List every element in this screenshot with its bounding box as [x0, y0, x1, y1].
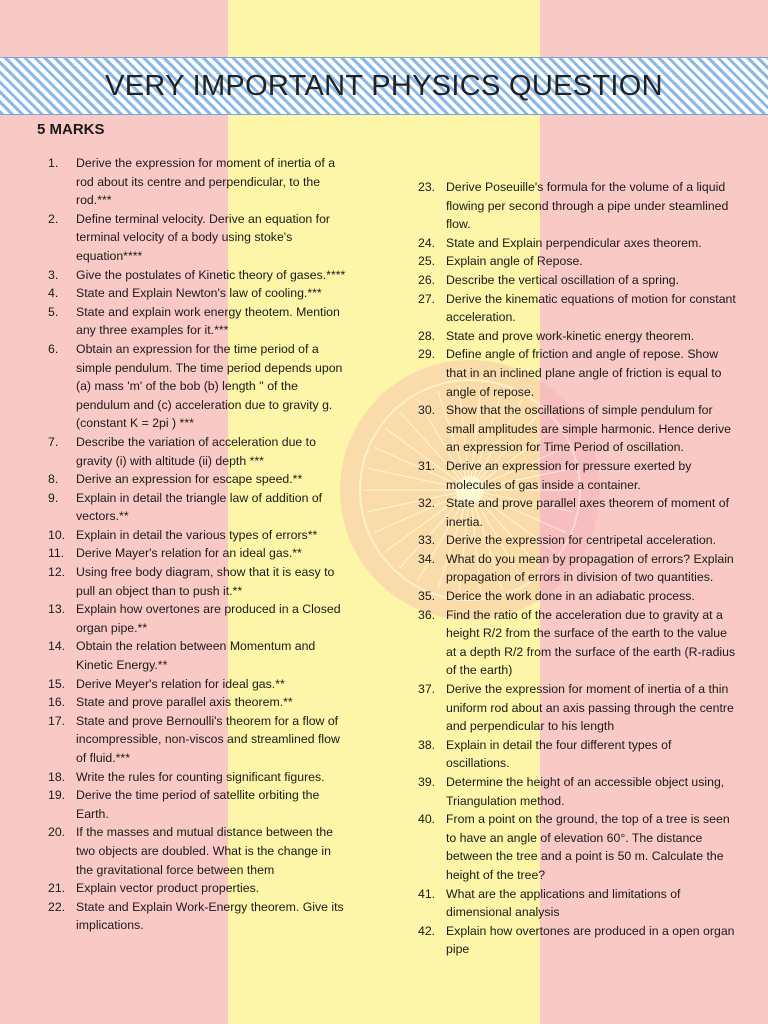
question-number: 34. [418, 551, 436, 566]
question-text: Obtain the relation between Momentum and Kinetic Energy.** [76, 639, 316, 673]
question-item [48, 675, 348, 694]
question-number: 4. [48, 286, 59, 301]
question-item [418, 457, 738, 494]
question-number: 37. [418, 682, 436, 697]
question-item [418, 606, 738, 680]
question-text: Derice the work done in an adiabatic process. [446, 589, 695, 604]
question-text: If the masses and mutual distance between the two objects are doubled. What is the change in the gravitational force between them [76, 825, 334, 877]
question-text: Derive the expression for moment of inertia of a thin uniform rod about an axis passing through the centre and perpendicular to his length [446, 682, 734, 734]
question-item [418, 345, 738, 401]
question-item [48, 284, 348, 303]
question-text: Write the rules for counting significant figures. [76, 769, 325, 784]
question-text: Derive the time period of satellite orbiting the Earth. [76, 788, 320, 821]
question-item [48, 544, 348, 563]
question-item [418, 494, 738, 531]
question-number: 24. [418, 235, 436, 250]
question-item [418, 922, 738, 959]
question-text: Describe the variation of acceleration due to gravity (i) with altitude (ii) depth *** [76, 434, 316, 468]
question-number: 1. [48, 156, 59, 170]
question-item [418, 178, 738, 234]
question-text: What do you mean by propagation of errors? Explain propagation of errors in division of two quantities. [446, 551, 734, 585]
question-item [418, 531, 738, 550]
question-item [48, 712, 348, 768]
question-number: 39. [418, 775, 436, 789]
question-number: 16. [48, 695, 66, 710]
right-question-column [418, 178, 738, 959]
question-text: Derive Poseuille's formula for the volume of a liquid flowing per second through a pipe under steamlined flow. [446, 180, 729, 232]
question-text: Explain how overtones are produced in a open organ pipe [446, 923, 735, 957]
question-item [418, 680, 738, 736]
question-number: 20. [48, 825, 66, 840]
left-question-column [48, 154, 348, 935]
question-number: 38. [418, 737, 436, 752]
question-item [48, 898, 348, 935]
question-item [48, 563, 348, 600]
question-item [48, 693, 348, 712]
question-number: 11. [48, 546, 65, 561]
question-number: 21. [48, 881, 66, 896]
question-number: 23. [418, 180, 436, 194]
question-text: Explain vector product properties. [76, 881, 260, 896]
question-text: Explain angle of Repose. [446, 254, 583, 269]
question-number: 33. [418, 533, 436, 548]
question-text: State and Explain Newton's law of cooling.*** [76, 286, 322, 301]
question-number: 2. [48, 211, 59, 226]
question-item [48, 768, 348, 787]
question-text: Derive Mayer's relation for an ideal gas.** [76, 546, 302, 561]
question-text: Explain in detail the four different types of oscillations. [446, 737, 672, 771]
question-text: Derive the expression for centripetal acceleration. [446, 533, 716, 548]
question-item [48, 210, 348, 266]
question-item [48, 433, 348, 470]
question-item [418, 550, 738, 587]
question-number: 15. [48, 676, 66, 691]
question-item [48, 823, 348, 879]
question-text: State and prove work-kinetic energy theorem. [446, 328, 695, 343]
question-text: State and explain work energy theotem. Mention any three examples for it.*** [76, 304, 340, 338]
question-item [418, 327, 738, 346]
title-banner [0, 57, 768, 115]
question-text: Derive the kinematic equations of motion for constant acceleration. [446, 291, 736, 325]
question-number: 8. [48, 472, 59, 487]
question-item [48, 489, 348, 526]
question-item [418, 271, 738, 290]
question-text: State and prove parallel axes theorem of moment of inertia. [446, 496, 729, 529]
question-item [418, 810, 738, 884]
question-text: State and Explain perpendicular axes theorem. [446, 235, 702, 250]
page-title: VERY IMPORTANT PHYSICS QUESTION [105, 70, 663, 102]
question-number: 42. [418, 923, 436, 938]
question-number: 18. [48, 769, 66, 784]
question-number: 31. [418, 458, 436, 473]
question-item [48, 154, 348, 210]
question-text: Describe the vertical oscillation of a spring. [446, 272, 680, 287]
question-text: Give the postulates of Kinetic theory of gases.**** [76, 267, 346, 282]
question-item [48, 340, 348, 433]
question-text: Obtain an expression for the time period of a simple pendulum. The time period depends upon (a) mass 'm' of the bob (b) length '' of the pendulum and (c) acceleration due to gravity g. (constant K = 2pi ) *** [76, 341, 343, 431]
question-number: 41. [418, 886, 436, 901]
question-text: What are the applications and limitations of dimensional analysis [446, 886, 681, 920]
question-number: 28. [418, 328, 436, 343]
question-number: 5. [48, 304, 59, 319]
question-item [418, 773, 738, 810]
question-item [48, 786, 348, 823]
question-item [48, 303, 348, 340]
question-item [418, 736, 738, 773]
question-number: 40. [418, 812, 436, 827]
question-number: 17. [48, 713, 66, 728]
question-text: From a point on the ground, the top of a tree is seen to have an angle of elevation 60°. The distance between the tree and a point is 50 m. Calculate the height of the tree? [446, 812, 730, 882]
question-number: 30. [418, 403, 436, 418]
question-text: State and Explain Work-Energy theorem. Give its implications. [76, 899, 344, 933]
question-number: 25. [418, 254, 436, 269]
question-text: Explain how overtones are produced in a Closed organ pipe.** [76, 602, 341, 635]
question-item [48, 470, 348, 489]
section-heading: 5 MARKS [37, 121, 105, 138]
question-number: 12. [48, 565, 66, 580]
question-item [48, 526, 348, 545]
question-list-left [48, 154, 348, 935]
question-item [48, 266, 348, 285]
question-text: Define angle of friction and angle of repose. Show that in an inclined plane angle of friction is equal to angle of repose. [446, 347, 722, 399]
question-text: Explain in detail the various types of errors** [76, 527, 318, 542]
question-text: Using free body diagram, show that it is easy to pull an object than to push it.** [76, 565, 335, 598]
question-item [418, 290, 738, 327]
question-text: Derive the expression for moment of inertia of a rod about its centre and perpendicular, to the rod.*** [76, 156, 336, 208]
question-text: Determine the height of an accessible object using, Triangulation method. [446, 775, 725, 808]
question-number: 29. [418, 347, 436, 362]
question-list-right [418, 178, 738, 959]
question-number: 13. [48, 602, 66, 617]
question-item [48, 879, 348, 898]
question-number: 7. [48, 434, 59, 449]
question-number: 35. [418, 589, 436, 604]
question-item [48, 600, 348, 637]
question-item [418, 401, 738, 457]
question-number: 6. [48, 341, 59, 356]
question-item [418, 885, 738, 922]
question-number: 14. [48, 639, 66, 654]
question-text: Find the ratio of the acceleration due to gravity at a height R/2 from the surface of the earth to the value at a depth R/2 from the surface of the earth (R-radius of the earth) [446, 607, 736, 678]
question-number: 9. [48, 490, 59, 505]
question-text: Derive Meyer's relation for ideal gas.** [76, 676, 285, 691]
question-number: 10. [48, 527, 66, 542]
question-item [418, 234, 738, 253]
question-number: 26. [418, 272, 436, 287]
question-text: Derive an expression for pressure exerted by molecules of gas inside a container. [446, 458, 692, 492]
question-text: State and prove Bernoulli's theorem for a flow of incompressible, non-viscos and streamlined flow of fluid.*** [76, 713, 340, 765]
question-number: 19. [48, 788, 66, 803]
question-text: Show that the oscillations of simple pendulum for small amplitudes are simple harmonic. Hence derive an expression for Time Period of oscillation. [446, 403, 731, 455]
question-text: Explain in detail the triangle law of addition of vectors.** [76, 490, 323, 524]
question-text: Define terminal velocity. Derive an equation for terminal velocity of a body using stoke's equation**** [76, 211, 331, 263]
question-number: 36. [418, 607, 436, 622]
question-item [418, 252, 738, 271]
question-number: 3. [48, 267, 59, 282]
question-number: 22. [48, 899, 66, 914]
question-number: 27. [418, 291, 436, 306]
question-number: 32. [418, 496, 436, 511]
question-item [418, 587, 738, 606]
question-text: State and prove parallel axis theorem.** [76, 695, 293, 710]
question-text: Derive an expression for escape speed.** [76, 472, 303, 487]
question-item [48, 637, 348, 674]
